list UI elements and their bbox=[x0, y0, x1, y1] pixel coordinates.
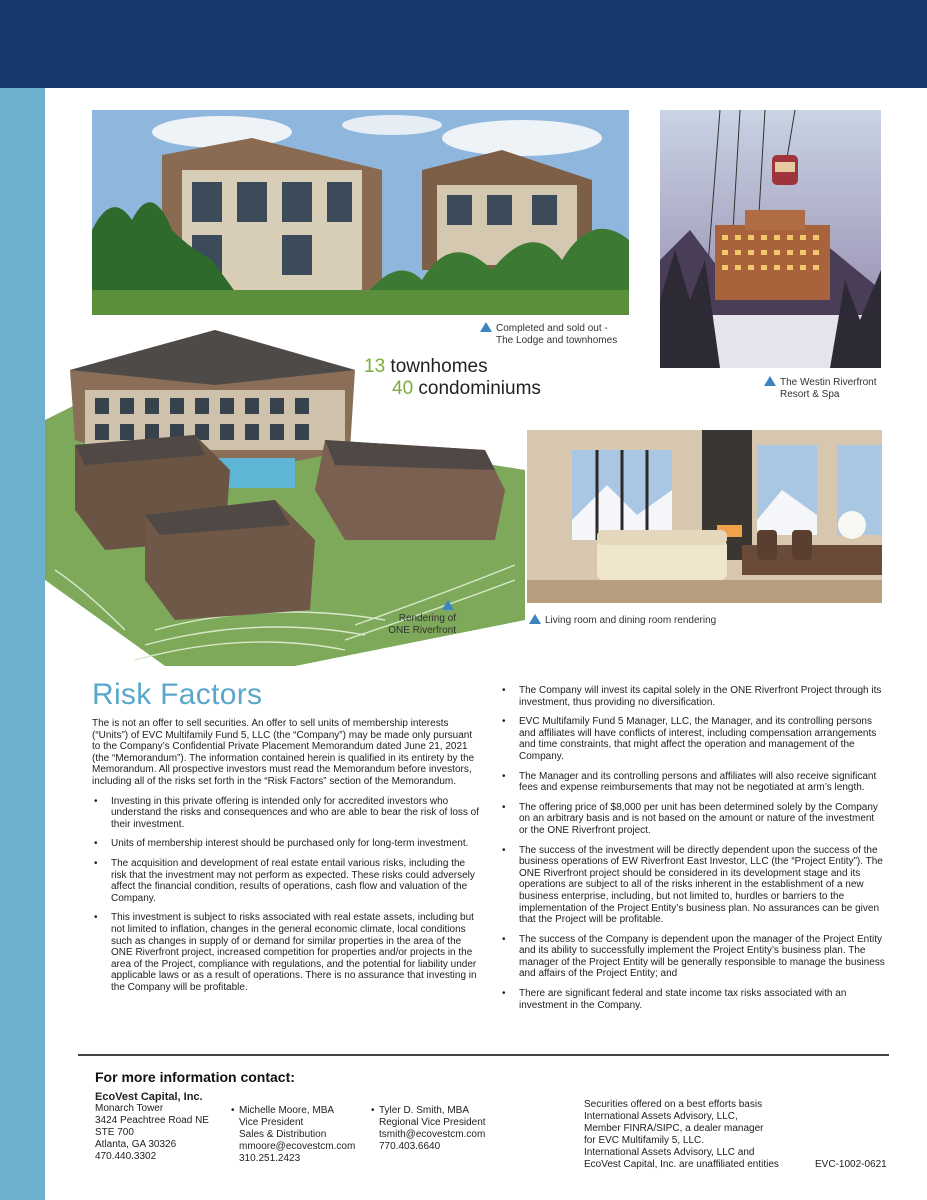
triangle-pointer-icon bbox=[529, 614, 541, 624]
contact-name: • Michelle Moore, MBA bbox=[231, 1105, 355, 1117]
caption-living: Living room and dining room rendering bbox=[529, 614, 716, 627]
list-item: • Investing in this private offering is intended only for accredited investors who understand the risks and consequences and who are able to bear the risk of loss of their investment. bbox=[92, 796, 482, 831]
list-item: • The offering price of $8,000 per unit has been determined solely by the Company on an arbitrary basis and is not based on the amount or nature of the investment or the ONE Riverfront project. bbox=[500, 802, 885, 837]
risk-intro: The is not an offer to sell securities. An offer to sell units of membership interests (“Units”) of EVC Multifamily Fund 5, LLC (the “Company”) may be made only pursuant to the Company’s Confidential Private Placement Memorandum dated June 21, 2021 (the “Memorandum”). The information contained herein is qualified in its entirety by the Memorandum. All prospective investors must read the Memorandum before investors, including all of the risks set forth in the “Risk Factors” section of the Memorandum. bbox=[92, 718, 475, 787]
triangle-pointer-icon bbox=[480, 322, 492, 332]
contact-title: For more information contact: bbox=[95, 1069, 295, 1085]
header-bar bbox=[0, 0, 927, 88]
unit-stats: 13 townhomes 40 condominiums bbox=[364, 356, 541, 399]
caption-rendering: Rendering of ONE Riverfront bbox=[378, 600, 456, 637]
triangle-pointer-icon bbox=[442, 600, 454, 610]
lodge-townhomes-photo bbox=[92, 110, 629, 315]
risk-right-column bbox=[500, 685, 885, 1019]
westin-resort-photo bbox=[660, 110, 881, 368]
document-code: EVC-1002-0621 bbox=[815, 1159, 887, 1170]
contact-person-tyler: • Tyler D. Smith, MBA Regional Vice President tsmith@ecovestcm.com 770.403.6640 bbox=[371, 1105, 486, 1153]
list-item: • There are significant federal and state income tax risks associated with an investment in the Company. bbox=[500, 988, 885, 1011]
list-item: • This investment is subject to risks associated with real estate assets, including but not limited to inflation, changes in the general economic climate, local conditions such as changes in supply of or demand for similar properties in the area of the ONE Riverfront project, increased competition for properties and/or projects in the area of the Project, compliance with regulations, and the potential for liability under applicable laws or as a result of operations. There is no assurance that investing in the Company will be profitable. bbox=[92, 912, 482, 993]
list-item: • The success of the investment will be directly dependent upon the success of the business operations of EW Riverfront East Investor, LLC (the “Project Entity”). The ONE Riverfront project should be considered in its development stage and its operations are subject to all of the risks inherent in the establishment of a new business enterprise, including, but not limited to, hurdles or barriers to the implementation of the Project Entity’s business plan. No assurances can be given that the Project will be profitable. bbox=[500, 845, 885, 926]
contact-person-michelle: • Michelle Moore, MBA Vice President Sales & Distribution mmoore@ecovestcm.com 310.251.2423 bbox=[231, 1105, 355, 1165]
risk-left-list bbox=[92, 796, 482, 994]
contact-company: EcoVest Capital, Inc. Monarch Tower 3424 Peachtree Road NE STE 700 Atlanta, GA 30326 470.440.3302 bbox=[95, 1091, 209, 1162]
side-accent-strip bbox=[0, 88, 45, 1200]
list-item: • EVC Multifamily Fund 5 Manager, LLC, the Manager, and its controlling persons and affiliates will have conflicts of interest, including compensation arrangements and time constraints, that might affect the operation and management of the Company. bbox=[500, 716, 885, 762]
triangle-pointer-icon bbox=[764, 376, 776, 386]
footer-divider bbox=[78, 1054, 889, 1056]
list-item: • The Manager and its controlling persons and affiliates will also receive significant fees and expense reimbursements that may not be negotiated at arm’s length. bbox=[500, 771, 885, 794]
risk-factors-title: Risk Factors bbox=[92, 678, 263, 711]
list-item: • Units of membership interest should be purchased only for long-term investment. bbox=[92, 838, 482, 850]
list-item: • The acquisition and development of real estate entail various risks, including the risk that the investment may not perform as expected. These risks could adversely affect the financial condition, results of operations, cash flow and valuation of the Company. bbox=[92, 858, 482, 904]
email-link[interactable]: mmoore@ecovestcm.com bbox=[239, 1141, 356, 1152]
caption-westin: The Westin Riverfront Resort & Spa bbox=[764, 376, 877, 401]
email-link[interactable]: tsmith@ecovestcm.com bbox=[379, 1129, 486, 1140]
list-item: • The success of the Company is dependent upon the manager of the Project Entity and its ability to successfully implement the Project Entity’s business plan. The manager of the Project Entity will be generally responsible to manage the business and affairs of the Project Entity; and bbox=[500, 934, 885, 980]
company-name: EcoVest Capital, Inc. bbox=[95, 1091, 203, 1103]
living-room-rendering bbox=[527, 430, 882, 603]
securities-disclaimer: Securities offered on a best efforts basis International Assets Advisory, LLC, Member FINRA/SIPC, a dealer manager for EVC Multifamily 5, LLC. International Assets Advisory, LLC and EcoVest Capital, Inc. are unaffiliated entities bbox=[584, 1099, 779, 1170]
contact-name: • Tyler D. Smith, MBA bbox=[371, 1105, 486, 1117]
risk-right-list bbox=[500, 685, 885, 1011]
list-item: • The Company will invest its capital solely in the ONE Riverfront Project through its investment, thus providing no diversification. bbox=[500, 685, 885, 708]
caption-lodge: Completed and sold out - The Lodge and townhomes bbox=[480, 322, 617, 347]
risk-left-column bbox=[92, 718, 482, 1001]
